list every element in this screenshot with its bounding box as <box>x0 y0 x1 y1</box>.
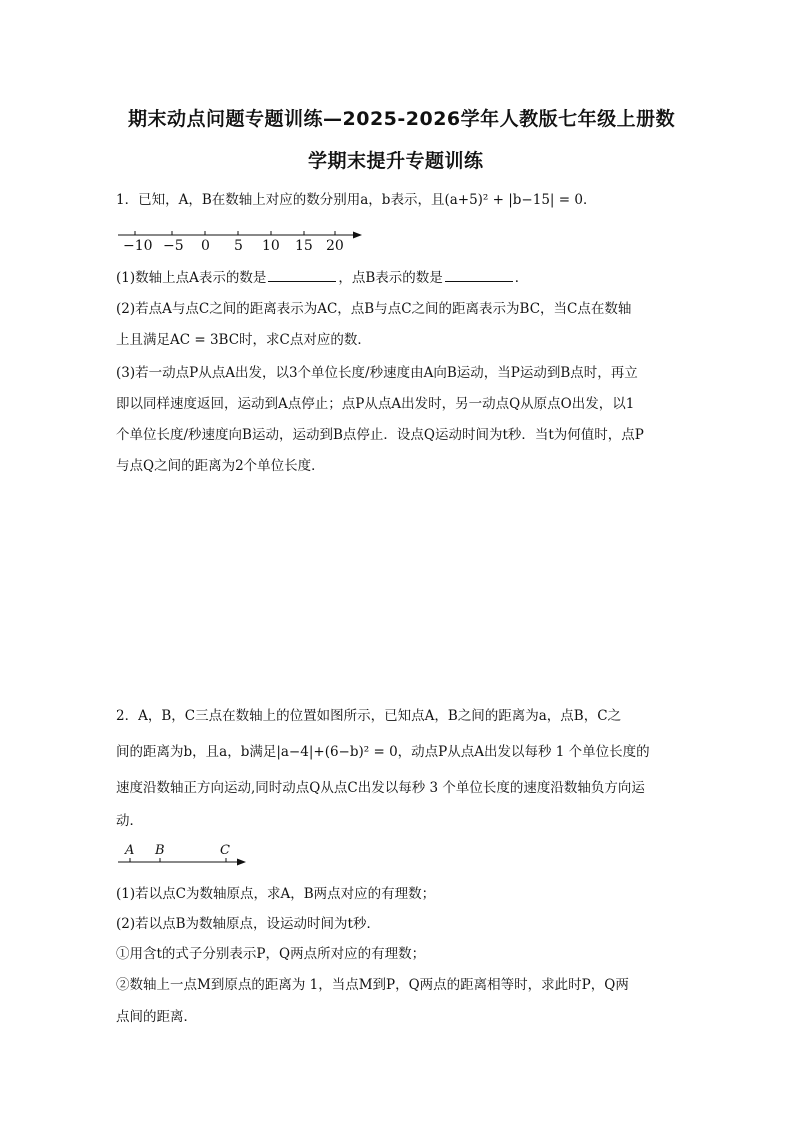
page-title-line1: 期末动点问题专题训练—2025-2026学年人教版七年级上册数 <box>128 108 676 130</box>
tick-label-10: 10 <box>262 238 280 254</box>
q2-stem-line3: 速度沿数轴正方向运动,同时动点Q从点C出发以每秒 3 个单位长度的速度沿数轴负方向运 <box>116 780 645 796</box>
q1-stem <box>116 190 596 210</box>
q2-sub2-line2: 点间的距离． <box>116 1009 197 1025</box>
q2-sub2-line1: ②数轴上一点M到原点的距离为 1，当点M到P，Q两点的距离相等时，求此时P，Q两 <box>116 977 629 993</box>
tick-label-15: 15 <box>295 238 313 254</box>
q1-part3-line4: 与点Q之间的距离为2个单位长度． <box>116 458 325 474</box>
q1-part1-text-c: ． <box>514 270 529 286</box>
q2-stem-line4: 动． <box>116 813 143 829</box>
q1-part3-line1: (3)若一动点P从点A出发，以3个单位长度/秒速度由A向B运动，当P运动到B点时，再立 <box>116 365 638 381</box>
answer-blank-b[interactable] <box>445 268 513 282</box>
q1-part2-line1: (2)若点A与点C之间的距离表示为AC，点B与点C之间的距离表示为BC，当C点在数轴 <box>116 301 632 317</box>
q1-stem-text: 1．已知，A，B在数轴上对应的数分别用a，b表示，且 <box>116 192 445 208</box>
point-label-b: B <box>155 843 165 858</box>
answer-blank-a[interactable] <box>268 268 336 282</box>
q1-number-line-ticks <box>135 231 335 235</box>
q1-part3-line2: 即以同样速度返回，运动到A点停止；点P从点A出发时，另一动点Q从原点O出发，以1 <box>116 396 635 412</box>
q1-part2-line2: 上且满足AC = 3BC时，求C点对应的数． <box>116 332 371 348</box>
q1-stem-equation: (a+5)² + |b−15| = 0． <box>444 192 597 208</box>
q2-part2: (2)若以点B为数轴原点，设运动时间为t秒． <box>116 916 380 932</box>
tick-label-20: 20 <box>326 238 344 254</box>
q2-sub1: ①用含t的式子分别表示P，Q两点所对应的有理数； <box>116 946 426 962</box>
point-label-c: C <box>220 843 230 858</box>
point-label-a: A <box>125 843 135 858</box>
q1-part1-text-b: ，点B表示的数是 <box>338 270 443 286</box>
tick-label-neg5: −5 <box>163 238 184 254</box>
q2-part1: (1)若以点C为数轴原点，求A，B两点对应的有理数； <box>116 886 436 902</box>
q1-part1-text-a: (1)数轴上点A表示的数是 <box>116 270 267 286</box>
q2-stem-line1: 2．A，B，C三点在数轴上的位置如图所示，已知点A，B之间的距离为a，点B，C之 <box>116 708 622 724</box>
q1-part1 <box>116 268 528 288</box>
q1-part3-line3: 个单位长度/秒速度向B运动，运动到B点停止．设点Q运动时间为t秒．当t为何值时，点P <box>116 427 644 443</box>
q1-number-line <box>116 230 366 260</box>
q2-number-line-svg <box>116 843 256 873</box>
q2-stem-line2: 间的距离为b，且a，b满足|a−4|+(6−b)² = 0，动点P从点A出发以每秒 1 个单位长度的 <box>116 744 650 760</box>
q2-number-line <box>116 843 256 873</box>
tick-label-5: 5 <box>234 238 243 254</box>
tick-label-0: 0 <box>201 238 210 254</box>
page-title-line2: 学期末提升专题训练 <box>308 150 484 172</box>
tick-label-neg10: −10 <box>123 238 153 254</box>
